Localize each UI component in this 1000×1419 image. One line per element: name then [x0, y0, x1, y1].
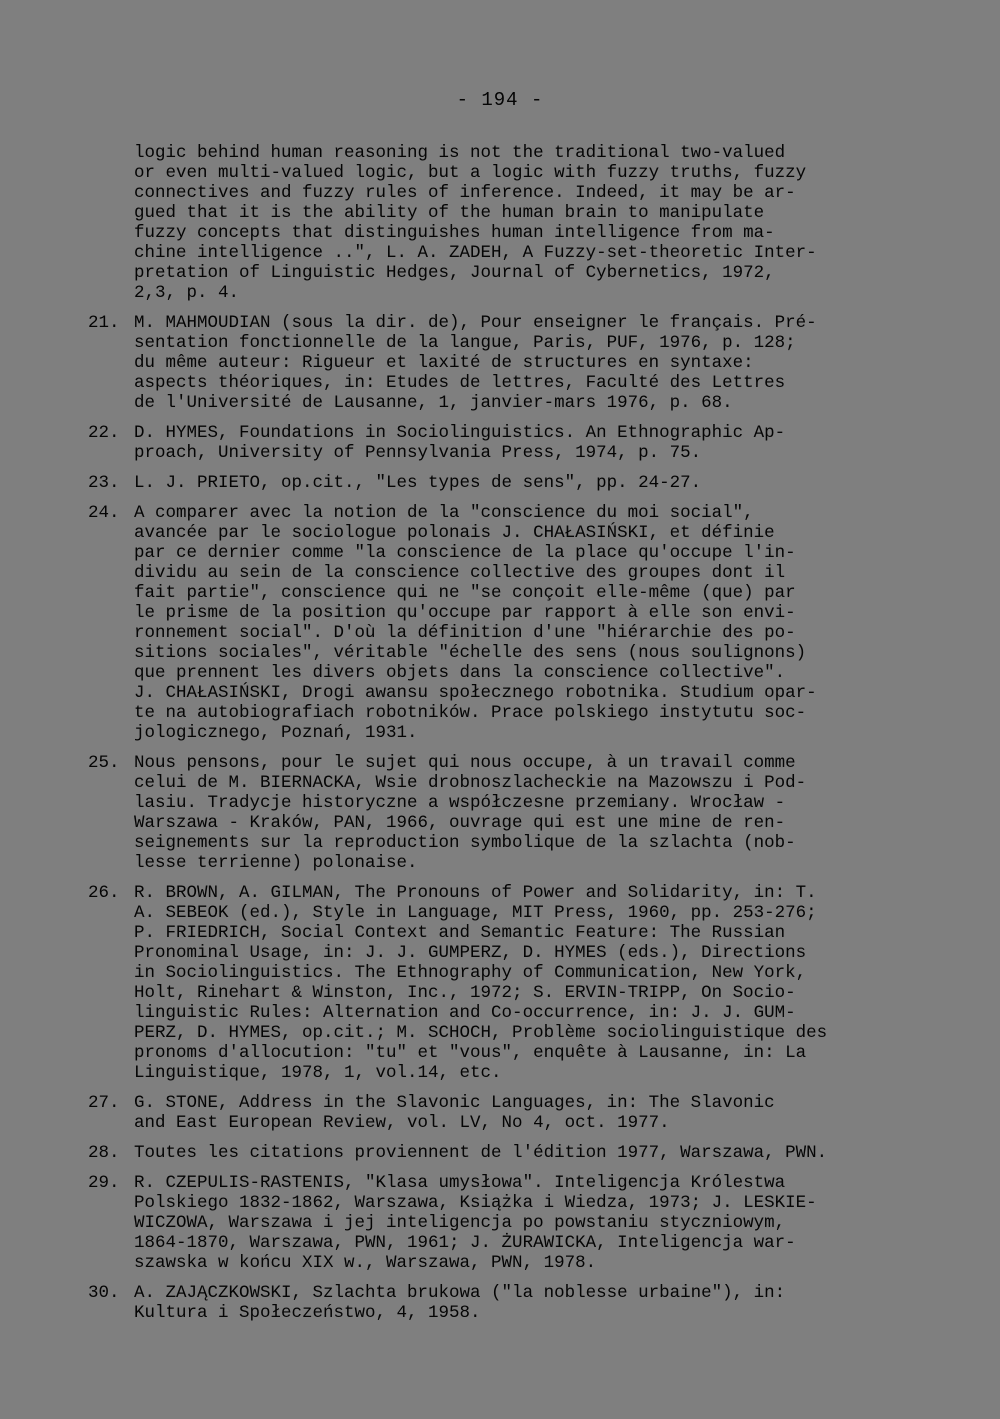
text-line: de l'Université de Lausanne, 1, janvier-mars 1976, p. 68.: [134, 393, 733, 413]
footnote-text: [88, 473, 928, 493]
footnote-number: 29.: [88, 1173, 120, 1193]
footnote-21: [88, 313, 928, 413]
footnote-text: [88, 423, 928, 463]
text-line: lasiu. Tradycje historyczne a współczesne przemiany. Wrocław -: [134, 793, 786, 813]
footnote-number: 24.: [88, 503, 120, 523]
footnote-28: [88, 1143, 928, 1163]
text-line: te na autobiografiach robotników. Prace polskiego instytutu soc-: [134, 703, 807, 723]
text-line: Holt, Rinehart & Winston, Inc., 1972; S. ERVIN-TRIPP, On Socio-: [134, 983, 796, 1003]
footnote-25: [88, 753, 928, 873]
text-line: chine intelligence ..", L. A. ZADEH, A Fuzzy-set-theoretic Inter-: [134, 243, 817, 263]
footnote-number: 21.: [88, 313, 120, 333]
text-line: du même auteur: Rigueur et laxité de structures en syntaxe:: [134, 353, 754, 373]
text-line: R. CZEPULIS-RASTENIS, "Klasa umysłowa". Inteligencja Królestwa: [134, 1173, 786, 1193]
text-line: gued that it is the ability of the human brain to manipulate: [134, 203, 765, 223]
text-line: in Sociolinguistics. The Ethnography of Communication, New York,: [134, 963, 807, 983]
text-line: avancée par le sociologue polonais J. CHAŁASIŃSKI, et définie: [134, 523, 775, 543]
text-line: 1864-1870, Warszawa, PWN, 1961; J. ŻURAWICKA, Inteligencja war-: [134, 1233, 796, 1253]
text-line: WICZOWA, Warszawa i jej inteligencja po powstaniu styczniowym,: [134, 1213, 786, 1233]
text-line: 2,3, p. 4.: [134, 283, 240, 303]
text-line: Nous pensons, pour le sujet qui nous occupe, à un travail comme: [134, 753, 796, 773]
text-line: linguistic Rules: Alternation and Co-occurrence, in: J. J. GUM-: [134, 1003, 796, 1023]
text-line: or even multi-valued logic, but a logic with fuzzy truths, fuzzy: [134, 163, 807, 183]
footnote-number: 30.: [88, 1283, 120, 1303]
footnote-text: [88, 1173, 928, 1273]
text-line: PERZ, D. HYMES, op.cit.; M. SCHOCH, Problème sociolinguistique des: [134, 1023, 828, 1043]
text-line: sitions sociales", véritable "échelle des sens (nous soulignons): [134, 643, 807, 663]
page-number: - 194 -: [456, 89, 544, 111]
footnote-number: 27.: [88, 1093, 120, 1113]
footnote-text: [88, 503, 928, 743]
text-line: Warszawa - Kraków, PAN, 1966, ouvrage qui est une mine de ren-: [134, 813, 786, 833]
footnote-24: [88, 503, 928, 743]
footnote-23: [88, 473, 928, 493]
text-line: lesse terrienne) polonaise.: [134, 853, 418, 873]
text-line: szawska w końcu XIX w., Warszawa, PWN, 1978.: [134, 1253, 597, 1273]
text-line: A. ZAJĄCZKOWSKI, Szlachta brukowa ("la noblesse urbaine"), in:: [134, 1283, 786, 1303]
footnote-27: [88, 1093, 928, 1133]
text-line: que prennent les divers objets dans la conscience collective".: [134, 663, 786, 683]
footnotes-content: [88, 143, 928, 1323]
footnote-29: [88, 1173, 928, 1273]
text-line: Pronominal Usage, in: J. J. GUMPERZ, D. HYMES (eds.), Directions: [134, 943, 807, 963]
footnote-text: [88, 1093, 928, 1133]
text-line: ronnement social". D'où la définition d'une "hiérarchie des po-: [134, 623, 796, 643]
text-line: fait partie", conscience qui ne "se conçoit elle-même (que) par: [134, 583, 796, 603]
footnote-text: [88, 1283, 928, 1323]
text-line: A. SEBEOK (ed.), Style in Language, MIT Press, 1960, pp. 253-276;: [134, 903, 817, 923]
text-line: L. J. PRIETO, op.cit., "Les types de sens", pp. 24-27.: [134, 473, 702, 493]
text-line: pronoms d'allocution: "tu" et "vous", enquête à Lausanne, in: La: [134, 1043, 807, 1063]
text-line: A comparer avec la notion de la "conscience du moi social",: [134, 503, 754, 523]
text-line: J. CHAŁASIŃSKI, Drogi awansu społecznego robotnika. Studium opar-: [134, 683, 817, 703]
text-line: celui de M. BIERNACKA, Wsie drobnoszlacheckie na Mazowszu i Pod-: [134, 773, 807, 793]
text-line: seignements sur la reproduction symbolique de la szlachta (nob-: [134, 833, 796, 853]
text-line: D. HYMES, Foundations in Sociolinguistics. An Ethnographic Ap-: [134, 423, 786, 443]
footnote-26: [88, 883, 928, 1083]
text-line: jologicznego, Poznań, 1931.: [134, 723, 418, 743]
text-line: fuzzy concepts that distinguishes human intelligence from ma-: [134, 223, 775, 243]
footnote-continuation: [88, 143, 928, 303]
text-line: P. FRIEDRICH, Social Context and Semantic Feature: The Russian: [134, 923, 786, 943]
text-line: Toutes les citations proviennent de l'édition 1977, Warszawa, PWN.: [134, 1143, 828, 1163]
text-line: Kultura i Społeczeństwo, 4, 1958.: [134, 1303, 481, 1323]
text-line: R. BROWN, A. GILMAN, The Pronouns of Power and Solidarity, in: T.: [134, 883, 817, 903]
text-line: aspects théoriques, in: Etudes de lettres, Faculté des Lettres: [134, 373, 786, 393]
text-line: connectives and fuzzy rules of inference. Indeed, it may be ar-: [134, 183, 796, 203]
footnote-30: [88, 1283, 928, 1323]
text-line: M. MAHMOUDIAN (sous la dir. de), Pour enseigner le français. Pré-: [134, 313, 817, 333]
footnote-number: 25.: [88, 753, 120, 773]
footnote-22: [88, 423, 928, 463]
text-line: sentation fonctionnelle de la langue, Paris, PUF, 1976, p. 128;: [134, 333, 796, 353]
footnote-number: 22.: [88, 423, 120, 443]
text-line: logic behind human reasoning is not the traditional two-valued: [134, 143, 786, 163]
text-line: Linguistique, 1978, 1, vol.14, etc.: [134, 1063, 502, 1083]
text-line: proach, University of Pennsylvania Press, 1974, p. 75.: [134, 443, 702, 463]
text-line: par ce dernier comme "la conscience de la place qu'occupe l'in-: [134, 543, 796, 563]
footnote-text: [88, 753, 928, 873]
text-line: dividu au sein de la conscience collective des groupes dont il: [134, 563, 786, 583]
footnote-number: 28.: [88, 1143, 120, 1163]
footnote-text: [88, 883, 928, 1083]
text-line: pretation of Linguistic Hedges, Journal of Cybernetics, 1972,: [134, 263, 775, 283]
footnote-number: 26.: [88, 883, 120, 903]
text-line: G. STONE, Address in the Slavonic Languages, in: The Slavonic: [134, 1093, 775, 1113]
text-line: Polskiego 1832-1862, Warszawa, Książka i Wiedza, 1973; J. LESKIE-: [134, 1193, 817, 1213]
text-line: and East European Review, vol. LV, No 4, oct. 1977.: [134, 1113, 670, 1133]
footnote-text: [88, 313, 928, 413]
text-line: le prisme de la position qu'occupe par rapport à elle son envi-: [134, 603, 796, 623]
footnote-text: [88, 1143, 928, 1163]
footnote-number: 23.: [88, 473, 120, 493]
footnote-list: [88, 313, 928, 1323]
